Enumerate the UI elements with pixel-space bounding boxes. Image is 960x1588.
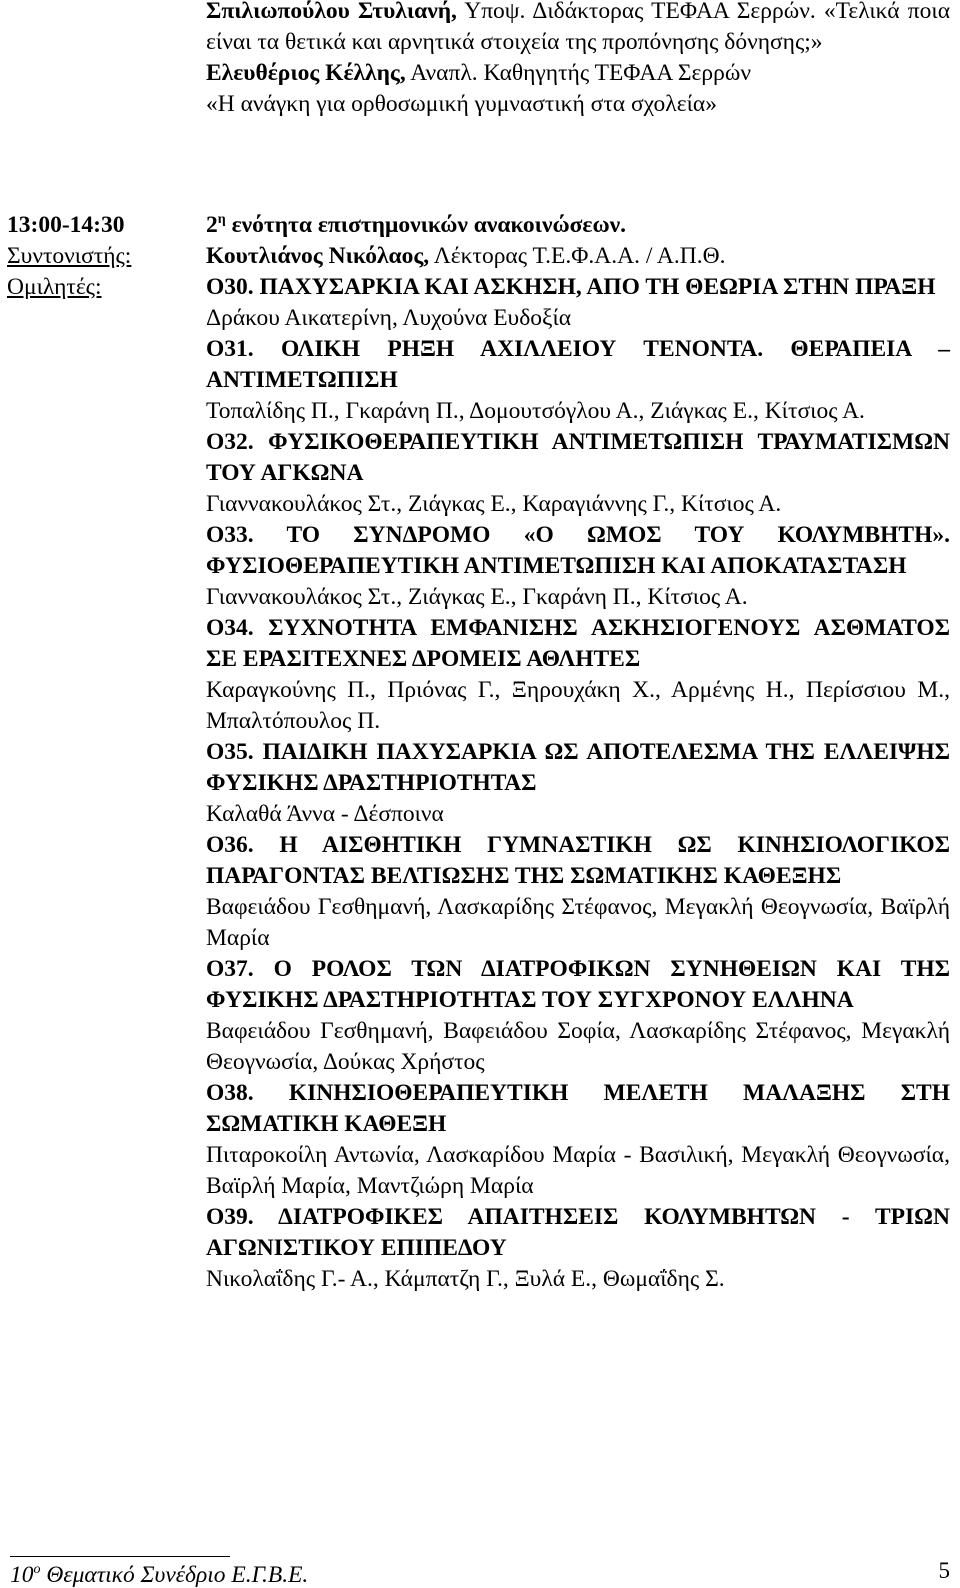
presentation-title: [206, 520, 950, 582]
session-chair: Κουτλιάνος Νικόλαος, Λέκτορας Τ.Ε.Φ.Α.Α. / Α.Π.Θ.: [206, 243, 726, 269]
presentation-code: Ο35.: [206, 739, 254, 765]
presentation-authors: Βαφειάδου Γεσθημανή, Λασκαρίδης Στέφανος, Μεγακλή Θεογνωσία, Βαϊρλή Μαρία: [206, 894, 950, 951]
presentation-item: [206, 520, 950, 613]
presentation-code: Ο30.: [206, 274, 254, 300]
presentation-title: [206, 737, 950, 799]
presentation-code: Ο32.: [206, 429, 254, 455]
session-block: [206, 210, 950, 1295]
presentation-item: [206, 954, 950, 1078]
presentation-authors: Γιαννακουλάκος Στ., Ζιάγκας Ε., Γκαράνη Π., Κίτσιος Α.: [206, 584, 748, 610]
presentation-item: [206, 830, 950, 954]
talk-spiliopoulou: [206, 0, 950, 58]
presentation-code: Ο36.: [206, 832, 254, 858]
talk-title: «Τελικά ποια είναι τα θετικά και αρνητικά στοιχεία της προπόνησης δόνησης;»: [206, 0, 951, 55]
presentation-authors: Γιαννακουλάκος Στ., Ζιάγκας Ε., Καραγιάννης Γ., Κίτσιος Α.: [206, 491, 782, 517]
presentation-title-text: Η ΑΙΣΘΗΤΙΚΗ ΓΥΜΝΑΣΤΙΚΗ ΩΣ ΚΙΝΗΣΙΟΛΟΓΙΚΟΣ ΠΑΡΑΓΟΝΤΑΣ ΒΕΛΤΙΩΣΗΣ ΤΗΣ ΣΩΜΑΤΙΚΗΣ ΚΑΘΕΞΗΣ: [206, 832, 951, 889]
presentation-code: Ο39.: [206, 1204, 254, 1230]
talk-speaker: Σπιλιωπούλου Στυλιανή,: [206, 0, 457, 24]
page-number: 5: [938, 1558, 950, 1583]
session-title: $2^\eta$ ενότητα επιστημονικών ανακοινώσεων.: [206, 212, 626, 238]
talk-speaker: Ελευθέριος Κέλλης,: [206, 60, 406, 86]
presentation-title: [206, 613, 950, 675]
presentation-code: Ο38.: [206, 1080, 254, 1106]
presentation-title: [206, 272, 950, 303]
presentation-title: [206, 1078, 950, 1140]
footer-rule: [10, 1556, 230, 1557]
presentation-item: [206, 737, 950, 830]
presentation-item: [206, 272, 950, 334]
presentation-title: [206, 830, 950, 892]
presentation-item: [206, 1202, 950, 1295]
session-time: 13:00-14:30: [7, 212, 125, 238]
presentation-code: Ο34.: [206, 615, 254, 641]
presentation-title-text: Ο ΡΟΛΟΣ ΤΩΝ ΔΙΑΤΡΟΦΙΚΩΝ ΣΥΝΗΘΕΙΩΝ ΚΑΙ ΤΗΣ ΦΥΣΙΚΗΣ ΔΡΑΣΤΗΡΙΟΤΗΤΑΣ ΤΟΥ ΣΥΓΧΡΟΝΟΥ ΕΛΛΗΝΑ: [206, 956, 951, 1013]
presentation-item: [206, 1078, 950, 1202]
presentation-title-text: ΠΑΧΥΣΑΡΚΙΑ ΚΑΙ ΑΣΚΗΣΗ, ΑΠΟ ΤΗ ΘΕΩΡΙΑ ΣΤΗΝ ΠΡΑΞΗ: [259, 274, 936, 300]
presentation-authors: Νικολαΐδης Γ.- Α., Κάμπατζη Γ., Ξυλά Ε., Θωμαΐδης Σ.: [206, 1266, 725, 1292]
chair-label: Συντονιστής:: [7, 243, 132, 269]
presentation-title-text: ΦΥΣΙΚΟΘΕΡΑΠΕΥΤΙΚΗ ΑΝΤΙΜΕΤΩΠΙΣΗ ΤΡΑΥΜΑΤΙΣΜΩΝ ΤΟΥ ΑΓΚΩΝΑ: [206, 429, 950, 486]
presentation-item: [206, 334, 950, 427]
presentation-authors: Βαφειάδου Γεσθημανή, Βαφειάδου Σοφία, Λασκαρίδης Στέφανος, Μεγακλή Θεογνωσία, Δούκας Χρήστος: [206, 1018, 950, 1075]
presentation-title-text: ΚΙΝΗΣΙΟΘΕΡΑΠΕΥΤΙΚΗ ΜΕΛΕΤΗ ΜΑΛΑΞΗΣ ΣΤΗ ΣΩΜΑΤΙΚΗ ΚΑΘΕΞΗ: [206, 1080, 951, 1137]
intro-block: [206, 0, 950, 120]
presentation-title-text: ΣΥΧΝΟΤΗΤΑ ΕΜΦΑΝΙΣΗΣ ΑΣΚΗΣΙΟΓΕΝΟΥΣ ΑΣΘΜΑΤΟΣ ΣΕ ΕΡΑΣΙΤΕΧΝΕΣ ΔΡΟΜΕΙΣ ΑΘΛΗΤΕΣ: [206, 615, 950, 672]
presentation-item: [206, 427, 950, 520]
footer-conference: $10^o$ Θεματικό Συνέδριο Ε.Γ.Β.Ε.: [10, 1562, 309, 1588]
presentation-title-text: ΤΟ ΣΥΝΔΡΟΜΟ «Ο ΩΜΟΣ ΤΟΥ ΚΟΛΥΜΒΗΤΗ». ΦΥΣΙΟΘΕΡΑΠΕΥΤΙΚΗ ΑΝΤΙΜΕΤΩΠΙΣΗ ΚΑΙ ΑΠΟΚΑΤΑΣΤΑΣΗ: [206, 522, 950, 579]
presentation-title-text: ΠΑΙΔΙΚΗ ΠΑΧΥΣΑΡΚΙΑ ΩΣ ΑΠΟΤΕΛΕΣΜΑ ΤΗΣ ΕΛΛΕΙΨΗΣ ΦΥΣΙΚΗΣ ΔΡΑΣΤΗΡΙΟΤΗΤΑΣ: [206, 739, 950, 796]
presentation-title-text: ΟΛΙΚΗ ΡΗΞΗ ΑΧΙΛΛΕΙΟΥ ΤΕΝΟΝΤΑ. ΘΕΡΑΠΕΙΑ – ΑΝΤΙΜΕΤΩΠΙΣΗ: [206, 336, 951, 393]
talk-role: Υποψ. Διδάκτορας ΤΕΦΑΑ Σερρών.: [456, 0, 816, 24]
presentation-title: [206, 334, 950, 396]
presentation-code: Ο31.: [206, 336, 254, 362]
talk-title: «Η ανάγκη για ορθοσωμική γυμναστική στα σχολεία»: [206, 91, 717, 117]
presentation-code: Ο37.: [206, 956, 254, 982]
presentation-title: [206, 1202, 950, 1264]
presentation-item: [206, 613, 950, 737]
presentation-authors: Τοπαλίδης Π., Γκαράνη Π., Δομουτσόγλου Α., Ζιάγκας Ε., Κίτσιος Α.: [206, 398, 865, 424]
presentation-authors: Καραγκούνης Π., Πριόνας Γ., Ξηρουχάκη Χ., Αρμένης Η., Περίσσιου Μ., Μπαλτόπουλος Π.: [206, 677, 950, 734]
talk-role: Αναπλ. Καθηγητής ΤΕΦΑΑ Σερρών: [405, 60, 751, 86]
presentation-authors: Δράκου Αικατερίνη, Λυχούνα Ευδοξία: [206, 305, 572, 331]
presentation-authors: Πιταροκοίλη Αντωνία, Λασκαρίδου Μαρία - Βασιλική, Μεγακλή Θεογνωσία, Βαϊρλή Μαρία, Μαντζιώρη Μαρία: [206, 1142, 950, 1199]
presentation-title: [206, 427, 950, 489]
presentation-authors: Καλαθά Άννα - Δέσποινα: [206, 801, 444, 827]
speakers-label: Ομιλητές:: [7, 274, 102, 300]
presentation-list: [206, 272, 950, 1295]
presentation-code: Ο33.: [206, 522, 254, 548]
presentation-title-text: ΔΙΑΤΡΟΦΙΚΕΣ ΑΠΑΙΤΗΣΕΙΣ ΚΟΛΥΜΒΗΤΩΝ - ΤΡΙΩΝ ΑΓΩΝΙΣΤΙΚΟΥ ΕΠΙΠΕΔΟΥ: [206, 1204, 950, 1261]
presentation-title: [206, 954, 950, 1016]
talk-kellis: [206, 58, 950, 120]
